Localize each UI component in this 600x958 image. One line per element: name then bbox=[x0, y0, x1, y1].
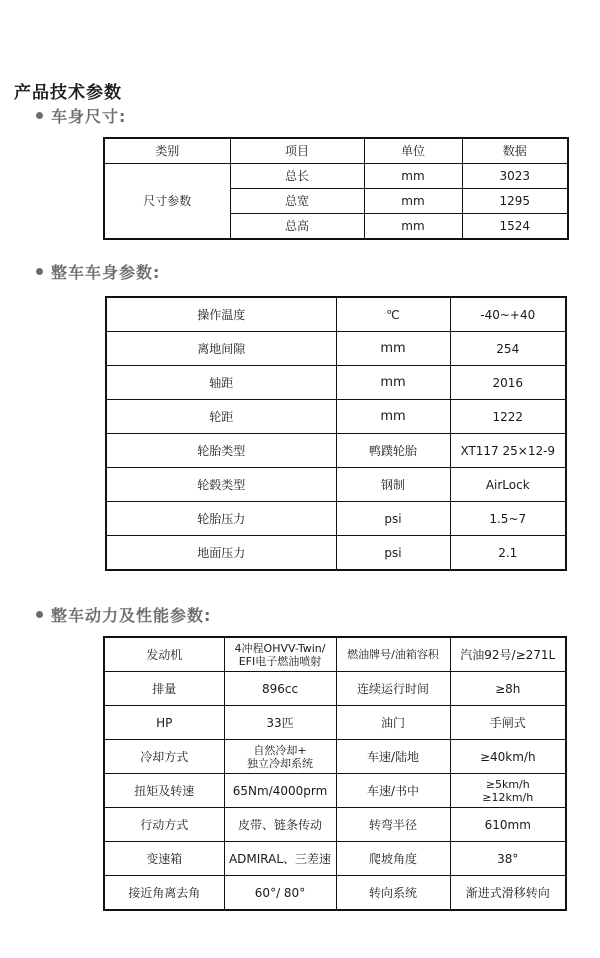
unit-cell: mm bbox=[336, 332, 450, 366]
section-heading-text: 车身尺寸: bbox=[51, 107, 127, 126]
spec-value-cell bbox=[450, 774, 566, 808]
section-heading-vehicle-body bbox=[36, 260, 160, 283]
spec-value-cell bbox=[450, 637, 566, 672]
spec-value-cell-line: ≥12km/h bbox=[482, 790, 534, 804]
unit-cell: 鸭蹼轮胎 bbox=[336, 434, 450, 468]
spec-value-cell-line: 独立冷却系统 bbox=[247, 756, 313, 770]
spec-key-cell bbox=[336, 706, 450, 740]
spec-value-cell bbox=[450, 672, 566, 706]
spec-key-cell bbox=[336, 842, 450, 876]
table-row bbox=[106, 502, 566, 536]
item-cell: 总长 bbox=[230, 164, 364, 189]
value-cell: 2016 bbox=[450, 366, 566, 400]
header-cell: 单位 bbox=[364, 138, 462, 164]
section-heading-body-size bbox=[36, 104, 126, 127]
spec-key-cell bbox=[104, 842, 224, 876]
category-cell: 尺寸参数 bbox=[104, 164, 230, 240]
table-row bbox=[104, 706, 566, 740]
spec-key-cell bbox=[336, 808, 450, 842]
spec-value-cell-line: ≥8h bbox=[495, 681, 521, 696]
spec-key-cell bbox=[336, 876, 450, 911]
spec-value-cell bbox=[224, 637, 336, 672]
spec-key-cell-line: 转弯半径 bbox=[368, 817, 417, 832]
spec-key-cell-line: HP bbox=[156, 715, 173, 730]
spec-value-cell bbox=[450, 842, 566, 876]
spec-value-cell-line: 汽油92号/≥271L bbox=[460, 647, 556, 662]
spec-key-cell bbox=[104, 876, 224, 911]
spec-key-cell bbox=[104, 740, 224, 774]
spec-value-cell bbox=[224, 842, 336, 876]
item-cell: 总高 bbox=[230, 214, 364, 240]
spec-value-cell bbox=[450, 876, 566, 911]
spec-value-cell-line: ≥5km/h bbox=[485, 777, 530, 791]
spec-key-cell-line: 油门 bbox=[380, 715, 405, 730]
value-cell: 1524 bbox=[462, 214, 568, 240]
table-row bbox=[106, 536, 566, 571]
item-cell: 轮胎类型 bbox=[106, 434, 336, 468]
spec-value-cell bbox=[450, 808, 566, 842]
spec-key-cell-line: 燃油牌号/油箱容积 bbox=[347, 648, 439, 661]
spec-key-cell bbox=[104, 774, 224, 808]
bullet-icon bbox=[36, 611, 43, 618]
spec-key-cell-line: 接近角离去角 bbox=[128, 885, 201, 900]
spec-key-cell bbox=[336, 774, 450, 808]
unit-cell: mm bbox=[364, 189, 462, 214]
unit-cell: psi bbox=[336, 502, 450, 536]
power-performance-table bbox=[103, 636, 567, 911]
table-row bbox=[106, 297, 566, 332]
spec-key-cell-line: 车速/书中 bbox=[366, 783, 420, 798]
spec-key-cell bbox=[104, 672, 224, 706]
section-heading-text: 整车车身参数: bbox=[51, 263, 161, 282]
spec-value-cell-line: 38° bbox=[497, 851, 519, 866]
spec-value-cell-line: ADMIRAL、三差速 bbox=[228, 851, 332, 866]
item-cell: 轮毂类型 bbox=[106, 468, 336, 502]
table-row bbox=[104, 774, 566, 808]
spec-value-cell bbox=[450, 706, 566, 740]
spec-value-cell bbox=[224, 740, 336, 774]
spec-key-cell-line: 车速/陆地 bbox=[366, 749, 420, 764]
table-header-row bbox=[104, 138, 568, 164]
item-cell: 轮距 bbox=[106, 400, 336, 434]
spec-key-cell-line: 连续运行时间 bbox=[356, 681, 429, 696]
table-row bbox=[106, 366, 566, 400]
spec-key-cell bbox=[336, 740, 450, 774]
page-title: 产品技术参数 bbox=[14, 83, 122, 103]
value-cell: 254 bbox=[450, 332, 566, 366]
item-cell: 离地间隙 bbox=[106, 332, 336, 366]
unit-cell: mm bbox=[364, 214, 462, 240]
table-row bbox=[104, 637, 566, 672]
value-cell: 1295 bbox=[462, 189, 568, 214]
table-row bbox=[106, 434, 566, 468]
spec-value-cell bbox=[224, 706, 336, 740]
value-cell: -40~+40 bbox=[450, 297, 566, 332]
table-row bbox=[104, 876, 566, 911]
spec-value-cell-line: 4冲程OHVV-Twin/ bbox=[234, 641, 326, 655]
unit-cell: ℃ bbox=[336, 297, 450, 332]
spec-value-cell-line: ≥40km/h bbox=[479, 749, 536, 764]
spec-key-cell-line: 扭矩及转速 bbox=[134, 783, 195, 798]
bullet-icon bbox=[36, 112, 43, 119]
value-cell: 3023 bbox=[462, 164, 568, 189]
spec-value-cell-line: 65Nm/4000prm bbox=[232, 783, 328, 798]
spec-key-cell-line: 变速箱 bbox=[146, 851, 183, 866]
spec-value-cell-line: EFI电子燃油喷射 bbox=[238, 654, 322, 668]
spec-key-cell-line: 爬坡角度 bbox=[368, 851, 417, 866]
table-row bbox=[104, 808, 566, 842]
spec-key-cell-line: 转向系统 bbox=[368, 885, 417, 900]
spec-value-cell-line: 手闸式 bbox=[489, 715, 526, 730]
spec-key-cell-line: 发动机 bbox=[146, 647, 183, 662]
table-row bbox=[104, 672, 566, 706]
table-row bbox=[106, 332, 566, 366]
spec-value-cell bbox=[224, 672, 336, 706]
unit-cell: psi bbox=[336, 536, 450, 571]
spec-key-cell bbox=[336, 672, 450, 706]
spec-value-cell-line: 自然冷却+ bbox=[253, 743, 307, 757]
table-row bbox=[104, 164, 568, 189]
spec-value-cell-line: 渐进式滑移转向 bbox=[465, 885, 550, 900]
value-cell: 2.1 bbox=[450, 536, 566, 571]
spec-value-cell-line: 33匹 bbox=[266, 715, 294, 730]
vehicle-body-table bbox=[105, 296, 567, 571]
spec-value-cell-line: 60°/ 80° bbox=[254, 885, 306, 900]
item-cell: 轴距 bbox=[106, 366, 336, 400]
header-cell: 类别 bbox=[104, 138, 230, 164]
table-row bbox=[106, 400, 566, 434]
unit-cell: mm bbox=[336, 400, 450, 434]
spec-key-cell bbox=[104, 808, 224, 842]
spec-value-cell bbox=[224, 774, 336, 808]
unit-cell: 钢制 bbox=[336, 468, 450, 502]
value-cell: AirLock bbox=[450, 468, 566, 502]
table-row bbox=[104, 740, 566, 774]
spec-key-cell-line: 排量 bbox=[152, 681, 177, 696]
table-row bbox=[104, 842, 566, 876]
section-heading-text: 整车动力及性能参数: bbox=[51, 606, 212, 625]
spec-key-cell bbox=[104, 637, 224, 672]
spec-value-cell-line: 896cc bbox=[261, 681, 299, 696]
spec-key-cell bbox=[104, 706, 224, 740]
spec-value-cell bbox=[224, 876, 336, 911]
table-row bbox=[106, 468, 566, 502]
item-cell: 地面压力 bbox=[106, 536, 336, 571]
item-cell: 总宽 bbox=[230, 189, 364, 214]
header-cell: 数据 bbox=[462, 138, 568, 164]
section-heading-power bbox=[36, 603, 211, 626]
spec-value-cell bbox=[224, 808, 336, 842]
unit-cell: mm bbox=[364, 164, 462, 189]
body-size-table bbox=[103, 137, 569, 240]
item-cell: 操作温度 bbox=[106, 297, 336, 332]
value-cell: XT117 25×12-9 bbox=[450, 434, 566, 468]
spec-value-cell-line: 610mm bbox=[484, 817, 531, 832]
spec-key-cell bbox=[336, 637, 450, 672]
spec-key-cell-line: 行动方式 bbox=[140, 817, 189, 832]
unit-cell: mm bbox=[336, 366, 450, 400]
bullet-icon bbox=[36, 268, 43, 275]
spec-value-cell-line: 皮带、链条传动 bbox=[237, 817, 322, 832]
item-cell: 轮胎压力 bbox=[106, 502, 336, 536]
value-cell: 1222 bbox=[450, 400, 566, 434]
spec-value-cell bbox=[450, 740, 566, 774]
header-cell: 项目 bbox=[230, 138, 364, 164]
spec-key-cell-line: 冷却方式 bbox=[140, 749, 189, 764]
value-cell: 1.5~7 bbox=[450, 502, 566, 536]
